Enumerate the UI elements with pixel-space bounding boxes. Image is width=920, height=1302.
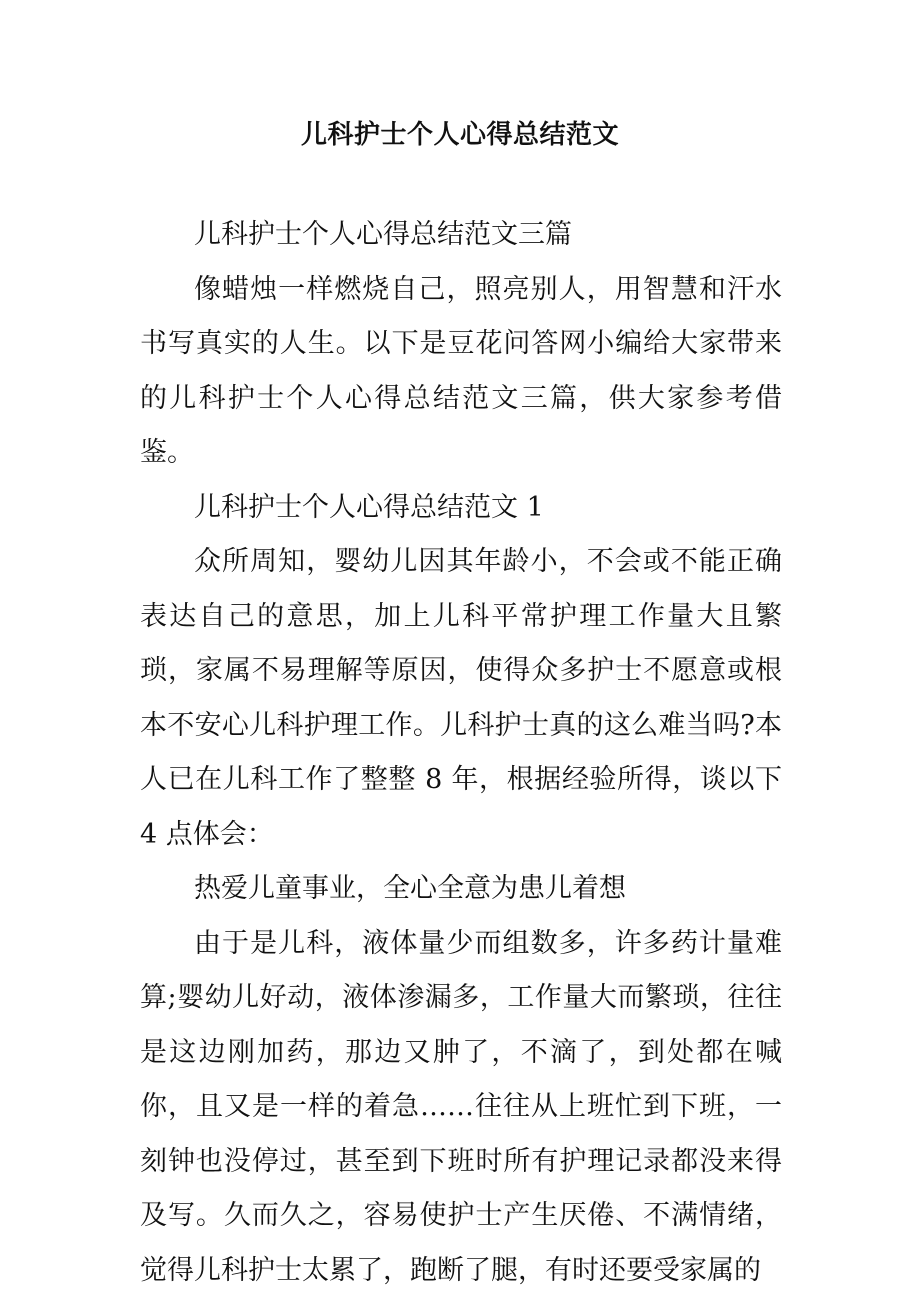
section-heading-article-1: 儿科护士个人心得总结范文 1 [194, 491, 544, 523]
body-paragraph: 由于是儿科，液体量少而组数多，许多药计量难算;婴幼儿好动，液体渗漏多，工作量大而繁琐，往往是这边刚加药，那边又肿了，不滴了，到处都在喊你，且又是一样的着急……往往从上班忙到下班，一刻钟也没停过，甚至到下班时所有护理记录都没来得及写。久而久之，容易使护士产生厌倦、不满情绪，觉得儿科护士太累了，跑断了腿，有时还要受家属的 [140, 927, 782, 1286]
section-heading-three-articles: 儿科护士个人心得总结范文三篇 [194, 219, 572, 250]
body-paragraph: 众所周知，婴幼儿因其年龄小，不会或不能正确表达自己的意思，加上儿科平常护理工作量大且繁琐，家属不易理解等原因，使得众多护士不愿意或根本不安心儿科护理工作。儿科护士真的这么难当吗?本人已在儿科工作了整整 8 年，根据经验所得，谈以下 4 点体会： [140, 546, 782, 850]
intro-paragraph: 像蜡烛一样燃烧自己，照亮别人，用智慧和汗水书写真实的人生。以下是豆花问答网小编给大家带来的儿科护士个人心得总结范文三篇，供大家参考借鉴。 [140, 273, 782, 468]
document-title: 儿科护士个人心得总结范文 [300, 120, 619, 150]
document-body [140, 208, 782, 1298]
subheading-love-children: 热爱儿童事业，全心全意为患儿着想 [194, 873, 626, 904]
